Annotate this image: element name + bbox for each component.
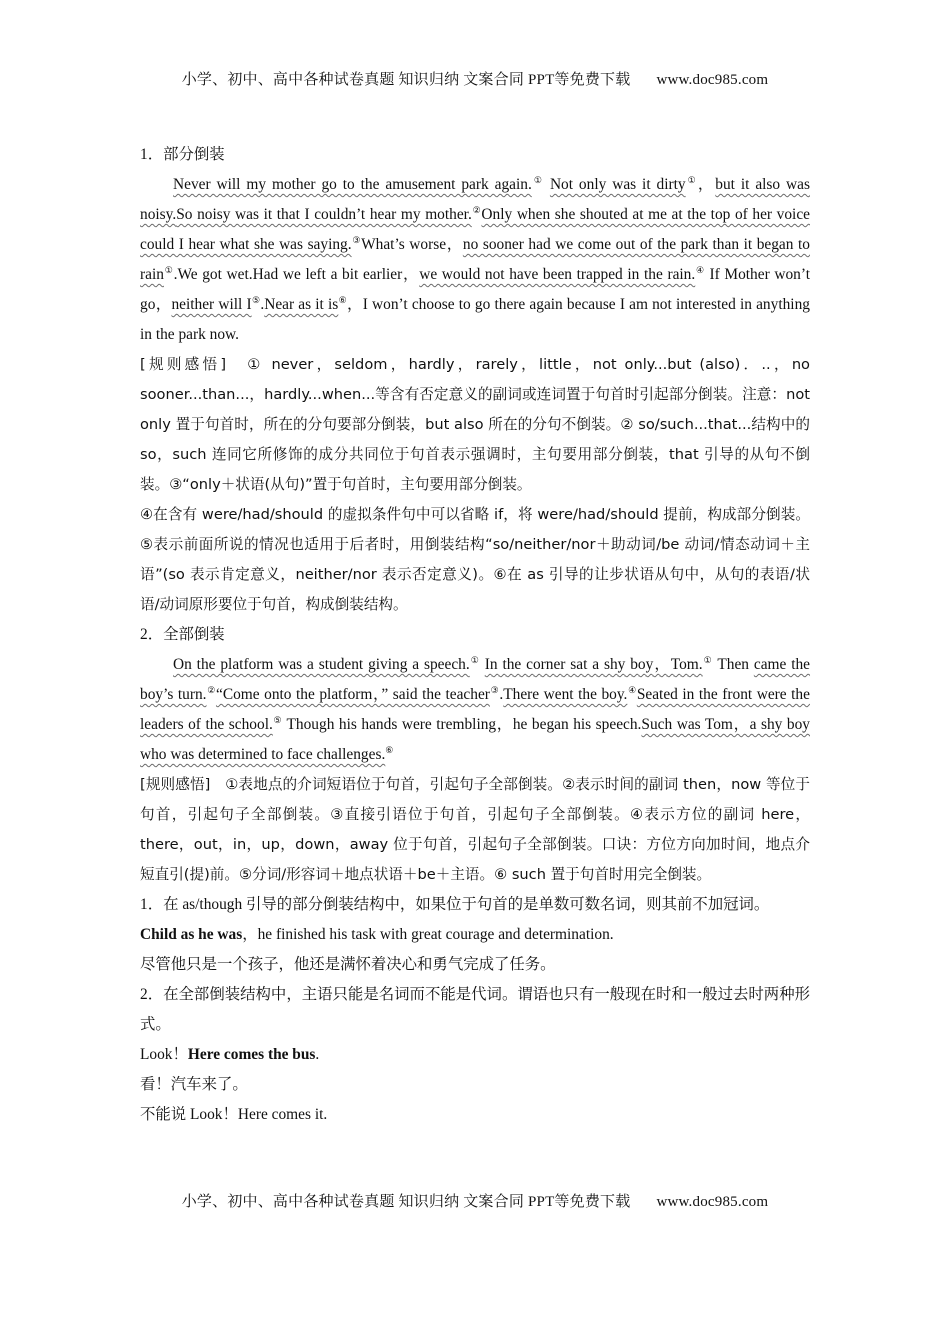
header-text: 小学、初中、高中各种试卷真题 知识归纳 文案合同 PPT等免费下载 xyxy=(181,72,631,88)
circled-mark: ① xyxy=(685,174,698,185)
text: Then xyxy=(712,656,754,673)
circled-mark: ① xyxy=(469,654,480,665)
sentence: Never will my mother go to the amusement park again. xyxy=(173,176,532,193)
sentence: came the boy’s turn. xyxy=(140,656,811,703)
note-1-translation: 尽管他只是一个孩子，他还是满怀着决心和勇气完成了任务。 xyxy=(140,956,556,973)
note-2-example xyxy=(140,1040,810,1070)
sentence: In the corner sat a shy boy，Tom. xyxy=(484,656,703,673)
example-rest: ，he finished his task with great courage and determination. xyxy=(242,926,614,943)
circled-mark: ② xyxy=(471,204,482,215)
note-2-translation: 看！汽车来了。 xyxy=(140,1076,248,1093)
example-bold: Child as he was xyxy=(140,926,243,943)
sentence: we would not have been trapped in the rain. xyxy=(419,266,696,283)
sentence: Seated in the front were the leaders of the school. xyxy=(140,686,810,733)
section-1-title: 1．部分倒装 xyxy=(140,146,225,163)
sentence: Only when she shouted at me at the top of her voice could I hear what she was saying. xyxy=(140,206,810,253)
sentence: “Come onto the platform，” said the teacher xyxy=(215,686,490,703)
sentence: no sooner had we come out of the park than it began to rain xyxy=(140,236,810,283)
circled-mark: ⑤ xyxy=(272,714,283,725)
page-header xyxy=(0,68,950,89)
sentence: Near as it is xyxy=(264,296,339,313)
text: .We got wet.Had we left a bit earlier， xyxy=(173,266,420,283)
note-1: 1．在 as/though 引导的部分倒装结构中，如果位于句首的是单数可数名词，则其前不加冠词。 xyxy=(140,896,770,913)
sentence: Such was Tom，a shy boy who was determined to face challenges. xyxy=(140,716,810,763)
section-2-passage xyxy=(140,650,810,770)
text: . xyxy=(260,296,265,313)
sentence: So noisy was it that I couldn’t hear my mother. xyxy=(176,206,472,223)
text: If Mother won’t go， xyxy=(140,266,810,313)
sentence: neither will I xyxy=(171,296,252,313)
circled-mark: ① xyxy=(702,654,713,665)
section-1-rules: [规则感悟] ① never，seldom，hardly，rarely，little，not only...but (also)．..，no sooner...than...，hardly...when...等含有否定意义的副词或连词置于句首时引起部分倒装。注意：not only 置于句首时，所在的分句要部分倒装，but also 所在的分句不倒装。② so/such...that...结构中的 so，such 连同它所修饰的成分共同位于句首表示强调时，主句要用部分倒装，that 引导的从句不倒装。③“only＋状语(从句)”置于句首时，主句要用部分倒装。 xyxy=(140,356,810,493)
header-url[interactable]: www.doc985.com xyxy=(656,72,769,88)
sentence: On the platform was a student giving a speech. xyxy=(173,656,470,673)
text: Though his hands were trembling，he began his speech. xyxy=(282,716,642,733)
sentence: There went the boy. xyxy=(503,686,628,703)
circled-mark: ① xyxy=(531,174,545,185)
footer-url[interactable]: www.doc985.com xyxy=(656,1194,769,1210)
section-2-rules: [规则感悟] ①表地点的介词短语位于句首，引起句子全部倒装。②表示时间的副词 then，now 等位于句首，引起句子全部倒装。③直接引语位于句首，引起句子全部倒装。④表示方位的副词 here，there，out，in，up，down，away 位于句首，引起句子全部倒装。口诀：方位方向加时间，地点介短直引(提)前。⑤分词/形容词＋地点状语＋be＋主语。⑥ such 置于句首时用完全倒装。 xyxy=(140,776,810,883)
circled-mark: ⑤ xyxy=(251,294,261,305)
circled-mark: ⑥ xyxy=(338,294,348,305)
circled-mark: ③ xyxy=(489,684,500,695)
example-end: . xyxy=(315,1046,320,1063)
note-2-wrong-usage: 不能说 Look！Here comes it. xyxy=(140,1106,328,1123)
note-2: 2．在全部倒装结构中，主语只能是名词而不能是代词。谓语也只有一般现在时和一般过去时两种形式。 xyxy=(140,986,810,1033)
circled-mark: ③ xyxy=(351,234,362,245)
sentence: Not only was it dirty xyxy=(549,176,686,193)
text: ，I won’t choose to go there again because I am not interested in anything in the park now. xyxy=(140,296,810,343)
circled-mark: ④ xyxy=(695,264,705,275)
example-start: Look！ xyxy=(140,1046,188,1063)
note-1-example xyxy=(140,920,810,950)
text: What’s worse， xyxy=(361,236,463,253)
document-body xyxy=(140,140,810,1130)
footer-text: 小学、初中、高中各种试卷真题 知识归纳 文案合同 PPT等免费下载 xyxy=(181,1194,631,1210)
circled-mark: ④ xyxy=(627,684,637,695)
example-bold: Here comes the bus xyxy=(187,1046,316,1063)
circled-mark: ② xyxy=(206,684,216,695)
text: . xyxy=(499,686,504,703)
circled-mark: ⑥ xyxy=(385,744,394,755)
circled-mark: ① xyxy=(163,264,174,275)
section-2-title: 2．全部倒装 xyxy=(140,626,225,643)
sentence: but it also was noisy. xyxy=(140,176,810,223)
section-1-passage xyxy=(140,170,810,350)
text: ， xyxy=(697,176,716,193)
section-1-rules-continued: ④在含有 were/had/should 的虚拟条件句中可以省略 if，将 were/had/should 提前，构成部分倒装。⑤表示前面所说的情况也适用于后者时，用倒装结构“so/neither/nor＋助动词/be 动词/情态动词＋主语”(so 表示肯定意义，neither/nor 表示否定意义)。⑥在 as 引导的让步状语从句中，从句的表语/状语/动词原形要位于句首，构成倒装结构。 xyxy=(140,506,810,613)
page-footer xyxy=(0,1190,950,1211)
